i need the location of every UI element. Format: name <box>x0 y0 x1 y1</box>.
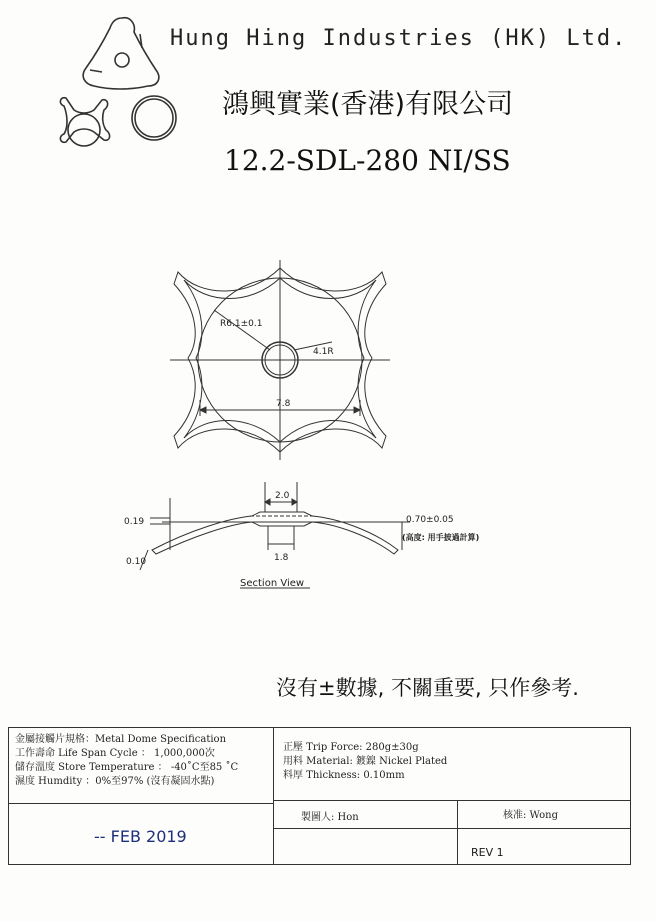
company-logo <box>30 14 180 164</box>
company-name-chinese: 鴻興實業(香港)有限公司 <box>222 89 514 120</box>
bottom-dim-label: 1.8 <box>274 553 289 563</box>
disclaimer-note: 沒有±數據, 不關重要, 只作參考. <box>276 676 579 700</box>
radius-label: R6.1±0.1 <box>220 319 263 329</box>
divider <box>457 800 458 864</box>
height-note: (高度: 用手披過計算) <box>402 533 480 542</box>
inner-radius-label: 4.1R <box>313 347 334 357</box>
approved-by: 核准: Wong <box>503 810 559 821</box>
left-thickness-label: 0.10 <box>126 557 147 567</box>
dome-technical-drawing <box>110 250 530 600</box>
divider <box>9 803 273 804</box>
spec-store: 儲存溫度 Store Temperature ： -40˚C至85 ˚C <box>15 762 239 773</box>
section-profile <box>152 512 398 554</box>
part-number: 12.2-SDL-280 NI/SS <box>224 144 511 177</box>
left-height-label: 0.19 <box>124 517 145 527</box>
spec-title: 金屬接觸片規格：Metal Dome Specification <box>15 734 227 745</box>
top-dim-label: 2.0 <box>275 491 290 501</box>
spec-life: 工作壽命 Life Span Cycle ： 1,000,000次 <box>15 748 215 759</box>
spec-humidity: 濕度 Humdity ：0%至97% (沒有凝固水點) <box>15 776 215 787</box>
spec-material: 用料 Material: 鍍鎳 Nickel Plated <box>283 756 448 767</box>
width-label: 7.8 <box>276 399 291 409</box>
divider <box>273 728 274 864</box>
revision: REV 1 <box>471 846 504 859</box>
height-label: 0.70±0.05 <box>406 515 454 525</box>
section-title: Section View <box>240 578 305 589</box>
spec-thickness: 料厚 Thickness: 0.10mm <box>283 770 405 781</box>
divider <box>273 800 630 801</box>
spec-table <box>8 727 631 865</box>
drawn-by: 製圖人: Hon <box>301 812 359 823</box>
spec-trip-force: 正壓 Trip Force: 280g±30g <box>283 742 419 753</box>
company-name-english: Hung Hing Industries (HK) Ltd. <box>170 26 628 51</box>
drawing-date: -- FEB 2019 <box>94 827 187 846</box>
divider <box>273 828 630 829</box>
